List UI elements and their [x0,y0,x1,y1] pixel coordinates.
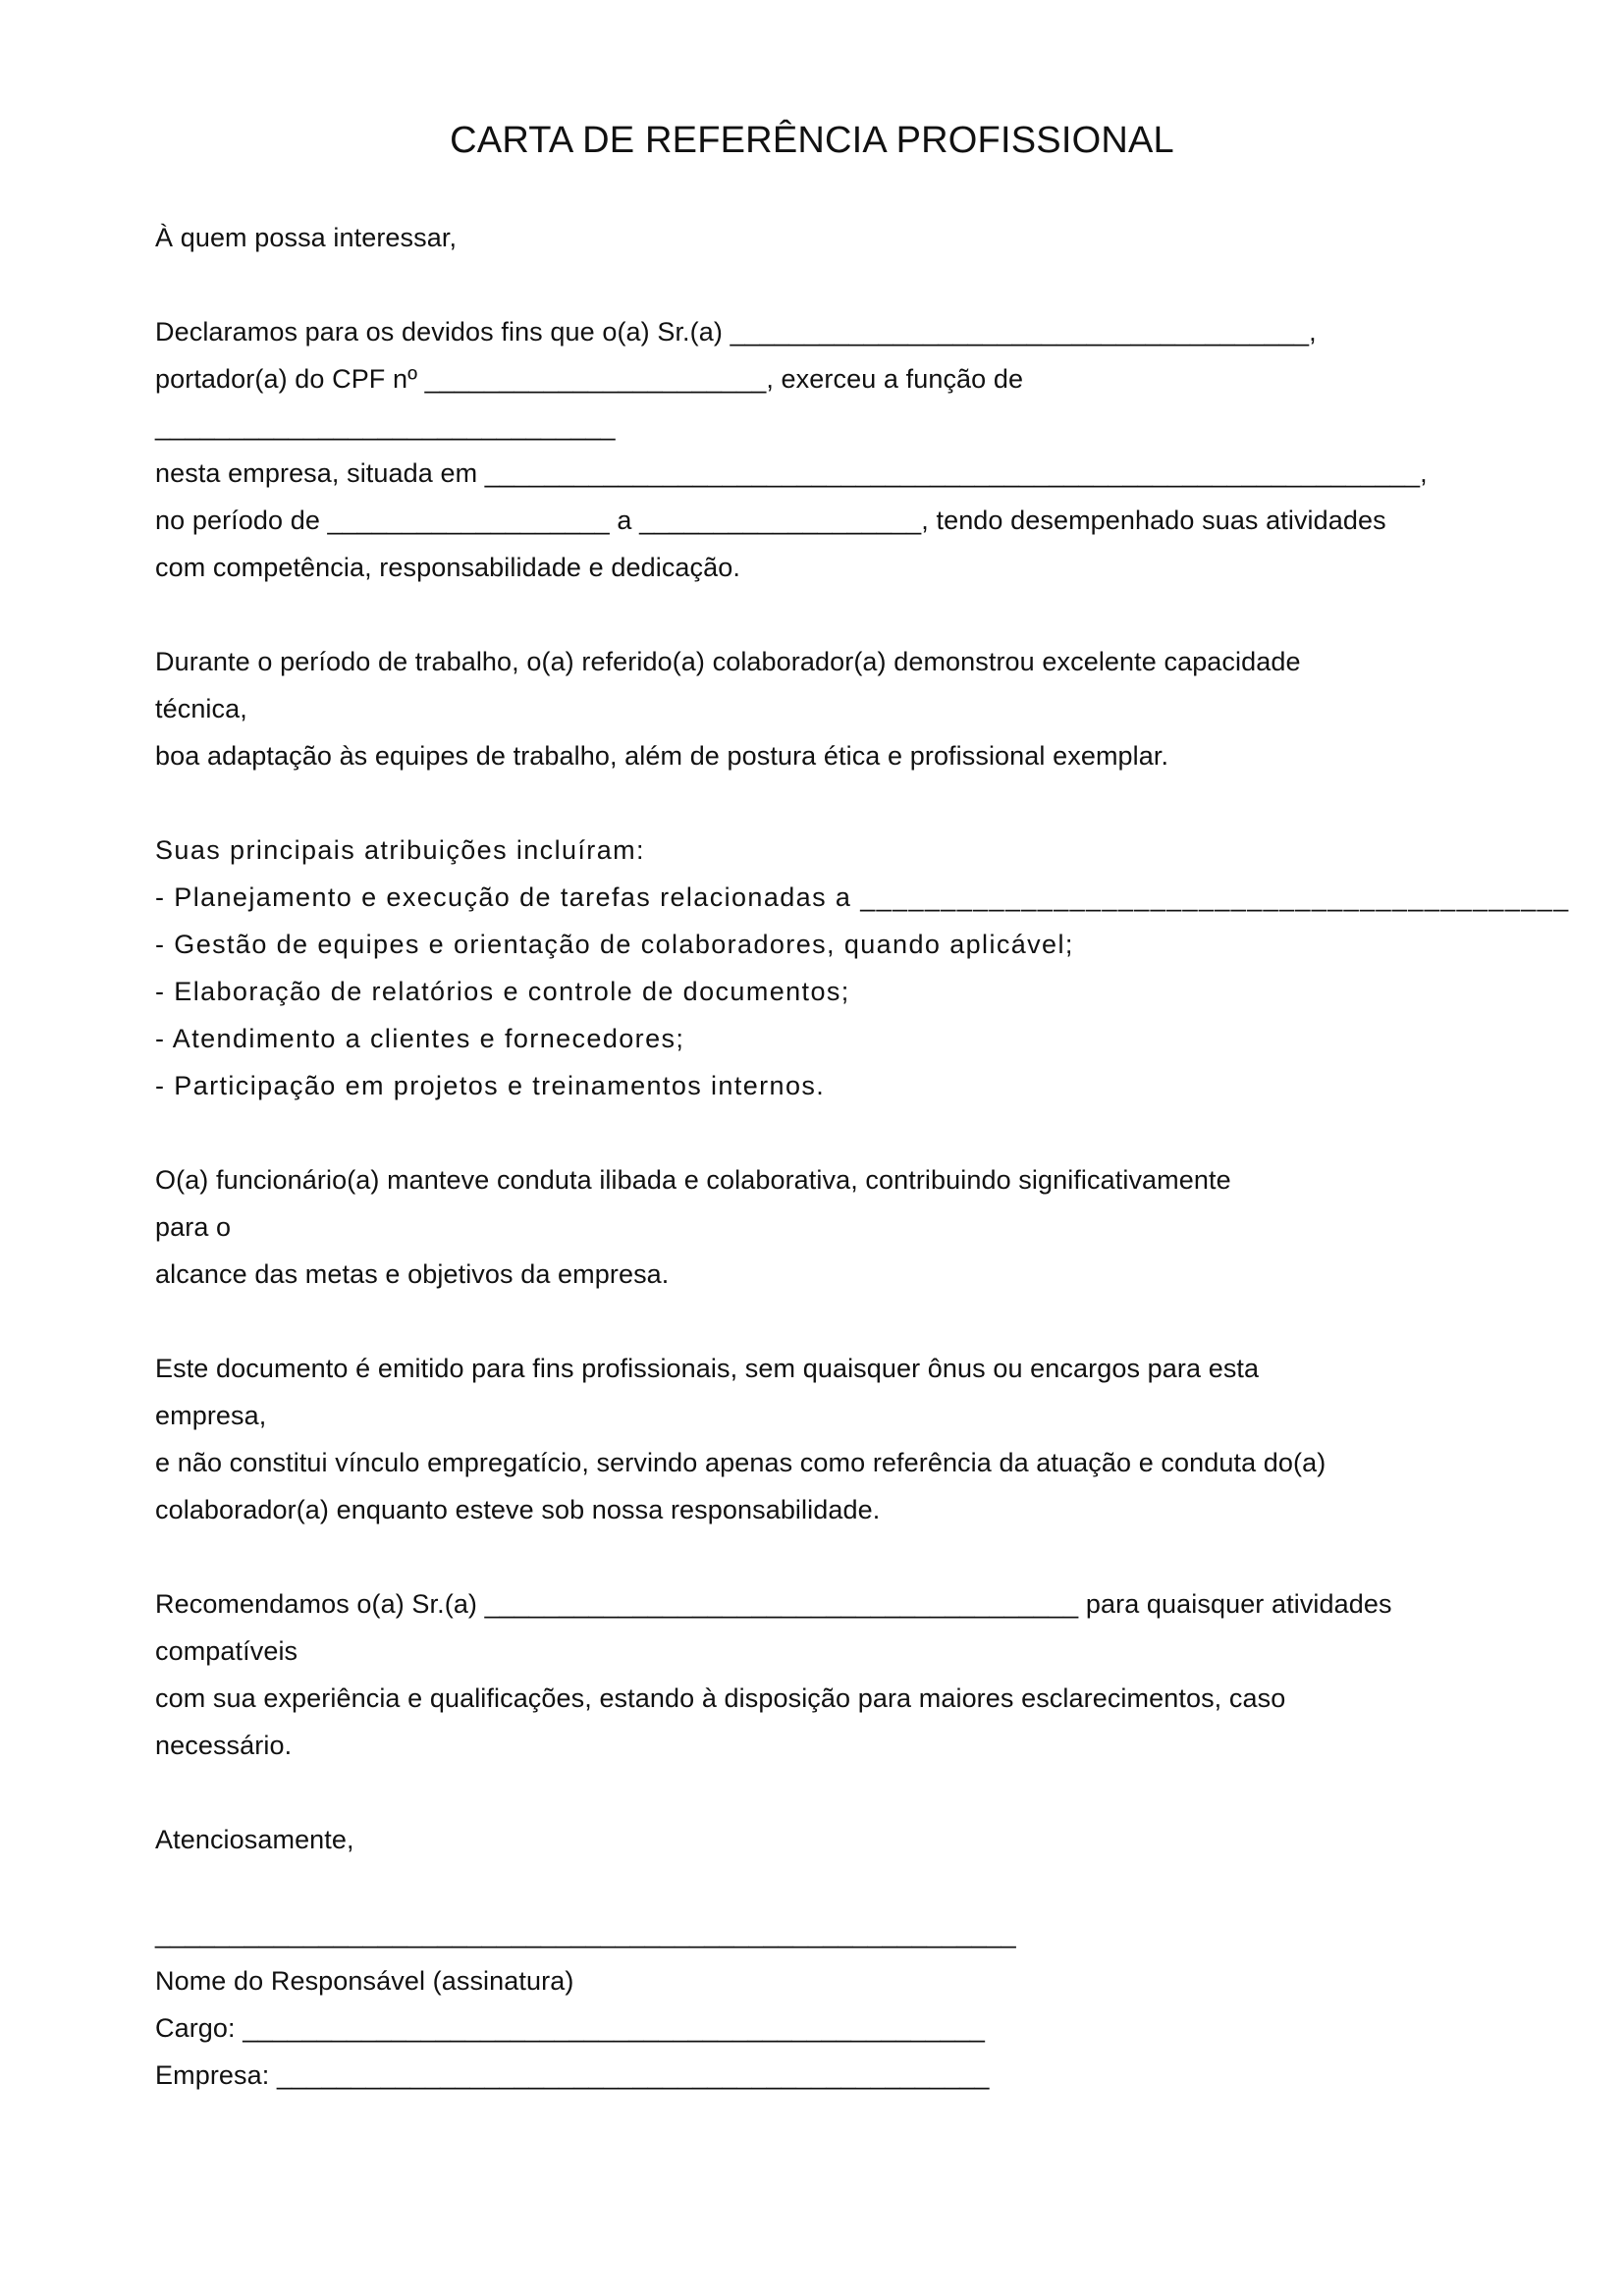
declaration-line-1: Declaramos para os devidos fins que o(a) Sr.(a) _______________________________________, [155,317,1317,347]
disclaimer-line-3: e não constitui vínculo empregatício, servindo apenas como referência da atuação e conduta do(a) [155,1448,1326,1477]
salutation: À quem possa interessar, [155,223,458,252]
duty-item: - Planejamento e execução de tarefas relacionadas a ____________________________________________ [155,882,1570,912]
disclaimer-line-1: Este documento é emitido para fins profissionais, sem quaisquer ônus ou encargos para esta [155,1354,1260,1383]
declaration-line-4: nesta empresa, situada em _______________________________________________________________, [155,458,1428,488]
signature-line: __________________________________________________________ [155,1919,1016,1949]
performance-line-2: técnica, [155,694,247,723]
signer-role-field: Cargo: __________________________________________________ [155,2013,986,2043]
conduct-line-3: alcance das metas e objetivos da empresa. [155,1259,670,1289]
duty-item: - Atendimento a clientes e fornecedores; [155,1024,685,1053]
recommendation-line-4: necessário. [155,1731,293,1760]
signer-name-label: Nome do Responsável (assinatura) [155,1966,574,1996]
declaration-line-2: portador(a) do CPF nº _______________________, exerceu a função de [155,364,1024,394]
disclaimer-line-4: colaborador(a) enquanto esteve sob nossa responsabilidade. [155,1495,881,1524]
closing: Atenciosamente, [155,1825,354,1854]
duties-heading: Suas principais atribuições incluíram: [155,835,645,865]
performance-line-3: boa adaptação às equipes de trabalho, além de postura ética e profissional exemplar. [155,741,1169,771]
duty-item: - Gestão de equipes e orientação de colaboradores, quando aplicável; [155,930,1074,959]
conduct-line-1: O(a) funcionário(a) manteve conduta ilibada e colaborativa, contribuindo significativamente [155,1165,1231,1195]
recommendation-line-1: Recomendamos o(a) Sr.(a) ________________________________________ para quaisquer atividades [155,1589,1392,1619]
declaration-line-5: no período de ___________________ a ___________________, tendo desempenhado suas atividades [155,506,1386,535]
conduct-line-2: para o [155,1212,232,1242]
recommendation-line-2: compatíveis [155,1636,298,1666]
duty-item: - Participação em projetos e treinamentos internos. [155,1071,826,1100]
recommendation-line-3: com sua experiência e qualificações, estando à disposição para maiores esclarecimentos, caso [155,1683,1286,1713]
declaration-line-3: _______________________________ [155,411,616,441]
duty-item: - Elaboração de relatórios e controle de documentos; [155,977,850,1006]
disclaimer-line-2: empresa, [155,1401,267,1430]
document-title: CARTA DE REFERÊNCIA PROFISSIONAL [450,120,1174,161]
signer-company-field: Empresa: ________________________________________________ [155,2060,990,2090]
declaration-line-6: com competência, responsabilidade e dedicação. [155,553,740,582]
performance-line-1: Durante o período de trabalho, o(a) referido(a) colaborador(a) demonstrou excelente capacidade [155,647,1301,676]
